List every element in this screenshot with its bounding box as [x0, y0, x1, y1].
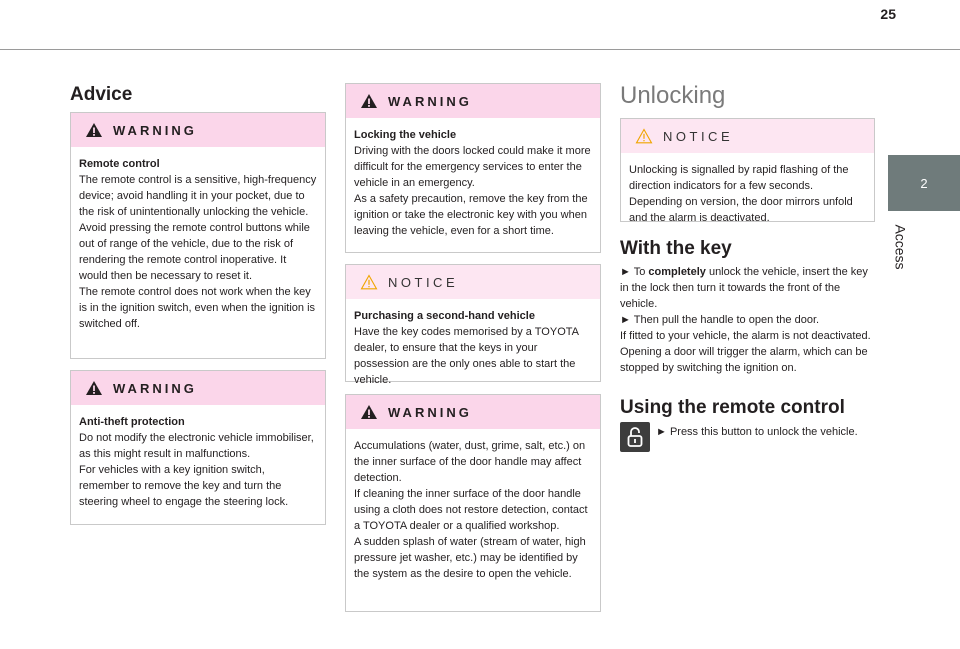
with-key-instructions: [620, 264, 875, 376]
warning-box-door-handle: [345, 394, 601, 612]
alarm-note: If fitted to your vehicle, the alarm is not deactivated. Opening a door will trigger the alarm, which can be stopped by switching the ignition on.: [620, 330, 871, 374]
warning-header: [71, 113, 325, 147]
notice-title: NOTICE: [663, 128, 734, 144]
chapter-tab[interactable]: 2: [888, 155, 960, 211]
using-remote-control-heading: Using the remote control: [620, 397, 845, 418]
warning-body: Accumulations (water, dust, grime, salt, etc.) on the inner surface of the door handle may affect detection. If cleaning the inner surface of the door handle using a cloth does not restore detection, contact a TOYOTA dealer or a qualified workshop. A sudden splash of water (stream of water, high pressure jet washer, etc.) may be identified by the system as the desire to open the vehicle.: [354, 440, 588, 580]
notice-title: NOTICE: [388, 274, 459, 290]
step1-prefix: ► To: [620, 266, 649, 278]
warning-lead: Locking the vehicle: [354, 129, 457, 141]
unlocking-heading: Unlocking: [620, 82, 726, 109]
warning-title: WARNING: [113, 380, 197, 396]
warning-box-remote-control: [70, 112, 326, 359]
step1-bold: completely: [648, 266, 706, 278]
remote-unlock-button-icon: [620, 422, 650, 452]
warning-lead: Anti-theft protection: [79, 416, 185, 428]
step1-suffix: unlock the vehicle, insert the key in the lock then turn it towards the front of the vehicle.: [620, 266, 868, 310]
notice-box-unlocking: [620, 118, 875, 222]
warning-body: Driving with the doors locked could make it more difficult for the emergency services to enter the vehicle in an emergency. As a safety precaution, remove the key from the ignition or take the electronic key with you when leaving the vehicle, even for a short time.: [354, 145, 591, 237]
warning-box-locking: [345, 83, 601, 253]
warning-header: [71, 371, 325, 405]
notice-triangle-icon: [635, 128, 653, 144]
warning-header: [346, 395, 600, 429]
notice-triangle-icon: [360, 274, 378, 290]
warning-body: The remote control is a sensitive, high-frequency device; avoid handling it in your pocket, due to the risk of unintentionally unlocking the vehicle. Avoid pressing the remote control buttons while out of range of the vehicle, due to the risk of rendering the remote control inoperative. It would then be necessary to reset it. The remote control does not work when the key is in the ignition switch, even when the ignition is switched off.: [79, 174, 317, 330]
with-the-key-heading: With the key: [620, 238, 732, 259]
notice-body: Have the key codes memorised by a TOYOTA dealer, to ensure that the keys in your possession are the only ones able to start the vehicle.: [354, 326, 579, 386]
step-completely-unlock: [620, 264, 875, 312]
warning-title: WARNING: [388, 404, 472, 420]
unlock-padlock-icon: [625, 426, 645, 448]
notice-header: [621, 119, 874, 153]
notice-body: Unlocking is signalled by rapid flashing of the direction indicators for a few seconds. Depending on version, the door mirrors unfold and the alarm is deactivated.: [629, 164, 853, 224]
page-number: 25: [880, 6, 896, 22]
notice-lead: Purchasing a second-hand vehicle: [354, 310, 535, 322]
top-rule: [0, 49, 960, 50]
warning-title: WARNING: [388, 93, 472, 109]
warning-triangle-icon: [360, 404, 378, 420]
notice-box-second-hand: [345, 264, 601, 386]
remote-step: ► Press this button to unlock the vehicle.: [656, 426, 858, 438]
warning-body: Do not modify the electronic vehicle immobiliser, as this might result in malfunctions. For vehicles with a key ignition switch, remember to remove the key and turn the steering wheel to engage the steering lock.: [79, 432, 314, 508]
warning-triangle-icon: [360, 93, 378, 109]
warning-triangle-icon: [85, 380, 103, 396]
step-pull-handle: ► Then pull the handle to open the door.: [620, 314, 820, 326]
chapter-label: [889, 212, 913, 282]
warning-triangle-icon: [85, 122, 103, 138]
advice-heading: Advice: [70, 84, 133, 105]
warning-box-anti-theft: [70, 370, 326, 525]
warning-lead: Remote control: [79, 158, 160, 170]
chapter-label-text: Access: [893, 224, 909, 270]
warning-title: WARNING: [113, 122, 197, 138]
warning-header: [346, 84, 600, 118]
notice-header: [346, 265, 600, 299]
